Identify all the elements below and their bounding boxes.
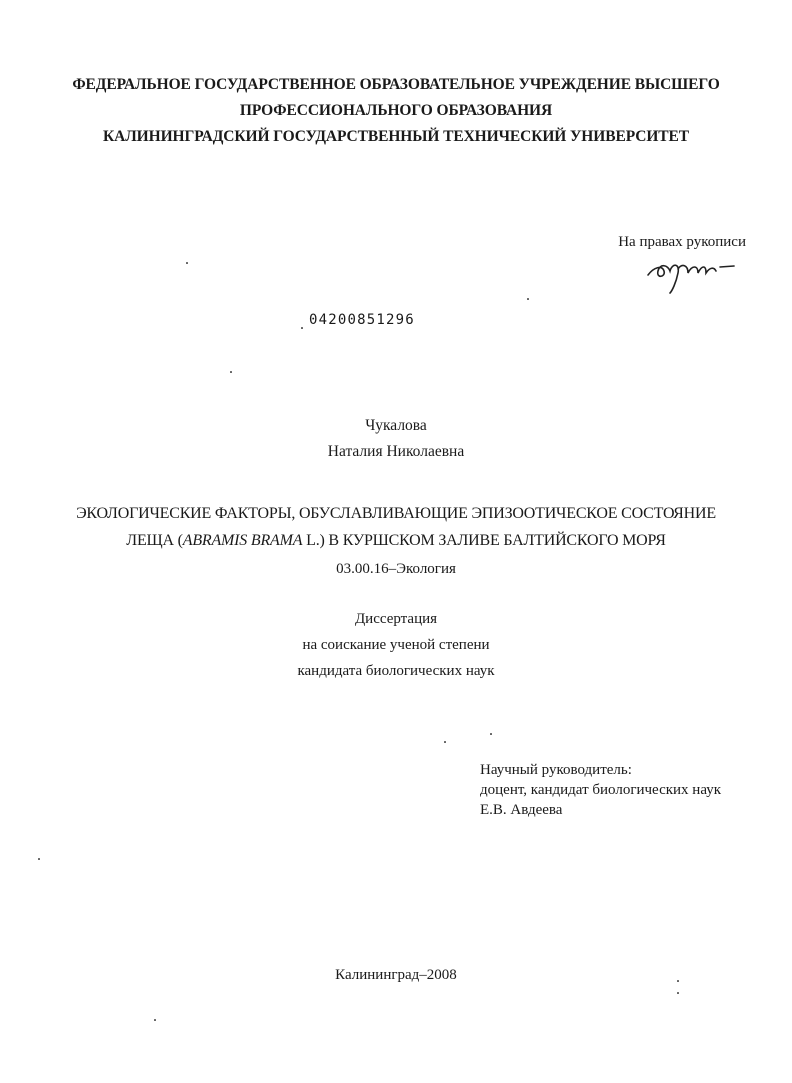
scan-speck <box>527 298 529 300</box>
dissertation-label: Диссертация <box>354 611 438 627</box>
dissertation-block <box>0 606 792 684</box>
scan-speck <box>301 327 303 329</box>
scan-speck <box>677 992 679 994</box>
author-surname: Чукалова <box>365 417 427 434</box>
specialty-code: 03.00.16–Экология <box>336 561 456 577</box>
scan-speck <box>677 980 679 982</box>
author-block <box>0 413 792 465</box>
author-name: Наталия Николаевна <box>327 443 465 460</box>
title-line-2-prefix: ЛЕЩА ( <box>126 532 183 549</box>
institution-line-3: КАЛИНИНГРАДСКИЙ ГОСУДАРСТВЕННЫЙ ТЕХНИЧЕСКИЙ УНИВЕРСИТЕТ <box>102 128 690 145</box>
dissertation-field-line: кандидата биологических наук <box>297 663 495 679</box>
scan-speck <box>444 741 446 743</box>
title-species-name: ABRAMIS BRAMA <box>182 532 303 549</box>
supervisor-name: Е.В. Авдеева <box>480 802 563 818</box>
institution-line-1: ФЕДЕРАЛЬНОЕ ГОСУДАРСТВЕННОЕ ОБРАЗОВАТЕЛЬНОЕ УЧРЕЖДЕНИЕ ВЫСШЕГО <box>72 76 720 93</box>
dissertation-degree-line: на соискание ученой степени <box>302 637 490 653</box>
signature-image <box>644 253 736 295</box>
supervisor-block <box>480 760 721 820</box>
scan-speck <box>230 371 232 373</box>
institution-header <box>0 72 792 150</box>
title-line-2 <box>0 527 792 554</box>
dissertation-title <box>0 500 792 554</box>
manuscript-note: На правах рукописи <box>618 234 746 250</box>
scan-speck <box>154 1019 156 1021</box>
title-line-1: ЭКОЛОГИЧЕСКИЕ ФАКТОРЫ, ОБУСЛАВЛИВАЮЩИЕ ЭПИЗООТИЧЕСКОЕ СОСТОЯНИЕ <box>76 505 716 522</box>
scan-speck <box>490 733 492 735</box>
scan-speck <box>186 262 188 264</box>
catalog-number: 04200851296 <box>309 312 415 328</box>
city-year: Калининград–2008 <box>335 967 457 983</box>
scan-speck <box>38 858 40 860</box>
supervisor-position: доцент, кандидат биологических наук <box>480 782 722 798</box>
institution-line-2: ПРОФЕССИОНАЛЬНОГО ОБРАЗОВАНИЯ <box>239 102 553 119</box>
title-line-2-suffix: L.) В КУРШСКОМ ЗАЛИВЕ БАЛТИЙСКОГО МОРЯ <box>302 532 666 549</box>
supervisor-label: Научный руководитель: <box>480 762 632 778</box>
